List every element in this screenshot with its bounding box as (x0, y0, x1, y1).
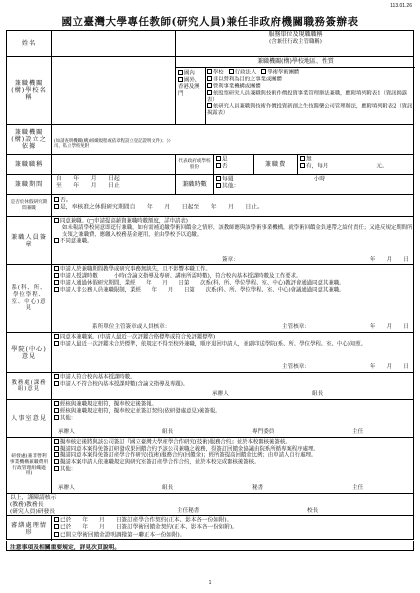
checkbox[interactable] (229, 69, 234, 74)
region-cell (176, 68, 206, 124)
college-date: 年 月 日 (369, 364, 409, 370)
fee-options (297, 155, 415, 174)
checkbox[interactable] (54, 381, 59, 386)
processing-opt-label: 已於 年 月 日簽訂產學合作契約(正本、影本各一份如附)。 (60, 517, 233, 524)
checkbox[interactable] (216, 176, 221, 181)
applicant-label: 兼職人員簽章 (11, 233, 47, 248)
hours-label: 兼職時數 (175, 175, 213, 194)
consent-yes-label: 同意兼職。(□申請提高薪資兼職時數額度，詳申請表) (60, 218, 188, 225)
dept-head-sign[interactable]: 主管核章： (282, 324, 310, 330)
personnel-opt-label: 經核與兼職規定相符，擬奉校定並簽訂契約(依研發處意見)後簽報。 (60, 408, 221, 415)
personnel-staff[interactable]: 承辦人 (58, 429, 75, 435)
checkbox[interactable] (207, 103, 212, 108)
type-label: 學術學術團體 (267, 69, 300, 76)
checkbox[interactable] (300, 163, 305, 168)
applicant-cell (51, 217, 415, 264)
submit-label: 以上，謹陳請核示 (10, 495, 57, 501)
basis-label: 兼職機關(構)設立之依據 (11, 129, 47, 150)
weekly-label: 每週 (222, 176, 234, 183)
sabbatical-yes-label: 是，奉核准之休假研究期間自 年 月 日起至 年 月 日止。 (60, 204, 263, 211)
fee-has-label: 有，每月 (306, 163, 329, 170)
row-academic (7, 372, 413, 399)
checkbox[interactable] (178, 77, 183, 82)
rnd-label-cell (7, 438, 51, 493)
rnd-opt[interactable] (54, 452, 413, 459)
period-label: 兼職期間 (14, 181, 44, 188)
rnd-cell (51, 438, 415, 493)
submit-president[interactable]: 校長 (307, 508, 319, 514)
fee-none-label: 無 (306, 156, 312, 163)
region-foreign-label: 國外、香港及澳門 (178, 77, 201, 97)
row-basis (7, 124, 413, 154)
rnd-opt[interactable] (54, 466, 413, 473)
academic-opt[interactable] (54, 381, 413, 388)
academic-head[interactable]: 組長 (312, 391, 324, 397)
processing-opt-label: 已於 年 月 日簽訂學術回饋金契約(正本、影本各一份如附)。 (60, 524, 238, 531)
basis-hint[interactable]: (如請查明機關(構)組織規程或依章程設立登記證明文件)；公司、私立學校免附 (51, 125, 175, 154)
sabbatical-no-label: 否。 (60, 197, 72, 204)
row-college (7, 332, 413, 372)
region-domestic-label: 國內 (184, 70, 195, 77)
org-value[interactable] (51, 57, 175, 124)
processing-label: 審繕處理情形 (11, 521, 47, 536)
checkbox[interactable] (54, 218, 59, 223)
unit-label: 服務單位及現職職稱 (268, 31, 323, 38)
personnel-opt[interactable] (54, 415, 413, 422)
academic-cell (51, 373, 415, 399)
applicant-sign[interactable]: 簽章： (222, 257, 239, 263)
row-submit (7, 493, 413, 515)
academic-opt-label: 申請人不符合校內基本授課時數(含論文指導及專題)。 (60, 381, 189, 388)
checkbox[interactable] (54, 517, 59, 522)
sabbatical-no[interactable] (54, 197, 413, 204)
row-personnel (7, 399, 413, 437)
checkbox[interactable] (207, 90, 212, 95)
region-foreign[interactable] (178, 77, 203, 97)
checkbox[interactable] (54, 439, 59, 444)
hours-weekly[interactable] (216, 176, 413, 183)
row-department (7, 264, 413, 332)
consent-no-label: 不同意兼職。 (60, 238, 93, 245)
type-option[interactable] (207, 76, 414, 83)
personnel-opt[interactable] (54, 408, 413, 415)
rnd-opt-label: 擬請同意本案得免簽訂研發成果回饋合約予該公司兼職之義務，得簽訂回饋金協議由院系所循專案程序處理。 (60, 446, 319, 453)
processing-opt[interactable] (54, 517, 413, 524)
sabbatical-label: 是否於休假研究期間兼職 (10, 200, 48, 211)
type-label: 依研究人員兼職與技術作價投資新創之生技醫藥公司管理辦法，應附填列附表2（資訊揭露表） (207, 103, 413, 116)
type-label: 非以營利為目的之事業或團體 (213, 76, 282, 83)
rep-label: 代表政府或學校股份 (175, 155, 213, 174)
sabbatical-options (51, 195, 415, 216)
checkbox[interactable] (54, 273, 59, 278)
checkbox[interactable] (54, 280, 59, 285)
org-type-cell (175, 57, 415, 124)
rep-yes-label: 是 (222, 156, 228, 163)
personnel-opt[interactable] (54, 401, 413, 408)
college-sign[interactable]: 主管核章： (282, 364, 310, 370)
type-label: 依股票研究人員兼職與技術作價投資事業管理辦法兼職，應附填列附表1（資訊揭露表） (207, 90, 408, 103)
checkbox[interactable] (54, 197, 59, 202)
fee-none[interactable] (300, 156, 413, 163)
row-applicant (7, 216, 413, 264)
college-opt-label: 同意本兼職案。(申請人最近一次評鑑合格標準或符合免評鑑標準) (60, 334, 216, 341)
hours-unit: 小時 (313, 176, 326, 183)
processing-opt-label: 已開立學術回饋金證明調撥第一聯正本一份如附)。 (60, 532, 186, 539)
row-org (7, 56, 413, 124)
checkbox[interactable] (54, 401, 59, 406)
row-sabbatical (7, 194, 413, 216)
college-label: 學院(中心)意見 (11, 345, 47, 360)
personnel-opt-label: 經核與兼職規定相符，擬奉校定後簽報。 (60, 401, 158, 408)
type-label: 學校 (213, 69, 224, 76)
rep-no-label: 否 (222, 163, 228, 170)
dept-opt[interactable] (54, 273, 413, 280)
row-title (7, 154, 413, 174)
academic-label: 教務處(課務組)意見 (11, 379, 47, 392)
checkbox[interactable] (54, 452, 59, 457)
rnd-opt-label: 擬奉核定後將與該公司簽訂『國立臺灣大學產學合作研究(技術)服務合約』並於本校審核後簽核。 (60, 439, 291, 446)
consent-no[interactable] (54, 238, 413, 245)
dept-opt-label: 申請人授課時數 小時(含論文指導及專研、講座所需時數)，符合校內基本授課時數及工作要求。 (60, 273, 302, 280)
hours-other[interactable] (216, 183, 413, 190)
rep-yes[interactable] (216, 156, 251, 163)
department-cell (51, 265, 415, 332)
personnel-director[interactable]: 主任 (352, 429, 364, 435)
rnd-head[interactable]: 組長 (162, 485, 174, 491)
form-table (6, 30, 414, 540)
checkbox[interactable] (54, 532, 59, 537)
checkbox[interactable] (54, 341, 59, 346)
processing-cell (51, 516, 415, 541)
academic-opt-label: 申請人符合校內基本授課時數。 (60, 374, 136, 381)
rnd-director[interactable]: 主任 (352, 485, 364, 491)
rnd-secretary[interactable]: 秘書 (252, 485, 264, 491)
type-label: 營利事業機構或團體 (213, 83, 261, 90)
processing-opt[interactable] (54, 532, 413, 539)
rep-options (213, 155, 253, 174)
fee-has[interactable] (300, 163, 413, 170)
checkbox[interactable] (178, 70, 183, 75)
org-type-label: 兼職機關(構)學校地區、性質 (176, 57, 415, 68)
rnd-opt[interactable] (54, 446, 413, 453)
type-option[interactable] (207, 83, 414, 90)
checkbox[interactable] (54, 334, 59, 339)
dept-sign[interactable]: 系所單位主管簽章或人員核章： (92, 324, 171, 330)
college-opt[interactable] (54, 334, 413, 341)
checkbox[interactable] (300, 156, 305, 161)
period-value[interactable] (51, 175, 175, 194)
org-label: 兼職機關(構)學校名稱 (11, 80, 47, 101)
rnd-label: 研發處(兼非營利事業機構兼職費用行政管理組織適用) (9, 453, 49, 477)
rnd-opt-label: 擬請本案申請人依兼職規定與研究室簽訂產學合作合約，並於本校完成審核後簽核。 (60, 459, 260, 466)
personnel-head[interactable]: 組長 (162, 429, 174, 435)
processing-opt[interactable] (54, 524, 413, 531)
dept-opt-label: 申請人通過休假研究期間，業經 年 月 日第 次系(科、所、學位學程、室、中心)教評會通過同意其兼職。 (60, 280, 345, 287)
personnel-label: 人事室意見 (11, 415, 47, 422)
checkbox[interactable] (54, 204, 59, 209)
type-option[interactable] (207, 90, 414, 103)
type-options (207, 69, 414, 116)
submit-secretary[interactable]: 主任秘書 (177, 508, 200, 514)
consent-text: 如未報請學校同意即逕行兼職，如有需補追繳學術回饋金之情形，該教師應與該學術事業機構，就學術回饋金負連帶之給付責任；又違反規定期間所支領之兼職費，應繳入校務基金運用，並由學校予以追繳。 (62, 225, 413, 238)
applicant-date: 年 月 日 (369, 257, 409, 263)
dept-opt[interactable] (54, 280, 413, 287)
row-name (7, 31, 413, 56)
page-number: 1 (208, 580, 212, 586)
academic-opt[interactable] (54, 374, 413, 381)
checkbox[interactable] (216, 163, 221, 168)
college-opt[interactable] (54, 341, 413, 348)
checkbox[interactable] (207, 83, 212, 88)
row-processing (7, 515, 413, 541)
unit-note: (含兼任行政主管職稱) (269, 38, 322, 45)
dept-opt-label: 申請人於兼職期間教學或研究事務無缺失，且不影響本職工作。 (60, 266, 211, 273)
college-cell (51, 333, 415, 372)
checkbox[interactable] (54, 266, 59, 271)
submit-dean[interactable]: (教務)教務長 (10, 501, 44, 508)
department-label: 系(科、所、學位學程、室、中心)意見 (11, 285, 47, 312)
dept-opt[interactable] (54, 287, 413, 294)
checkbox[interactable] (54, 408, 59, 413)
fee-label: 兼職費 (253, 155, 297, 174)
rnd-opt-label: 擬請同意本案得免簽訂產學合作研究(技術)服務合約(回饋金)；經所簽提高回饋金比例；由申請人自行處理。 (60, 452, 317, 459)
checkbox[interactable] (216, 156, 221, 161)
hours-options (213, 175, 415, 194)
row-rnd (7, 437, 413, 493)
checkbox[interactable] (54, 287, 59, 292)
personnel-specialist[interactable]: 專門委員 (252, 429, 275, 435)
job-title-label: 兼職職稱 (14, 161, 44, 168)
dept-opt-label: 申請人非公務人員兼職限制，業經 年 月 日第 次系(科、所、學位學程、室、中心)會議通過同意其兼職。 (60, 287, 345, 294)
checkbox[interactable] (261, 69, 266, 74)
type-label: 行政法人 (234, 69, 257, 76)
dept-opt[interactable] (54, 266, 413, 273)
period-from: 自 年 月 日起 (56, 176, 120, 182)
checkbox[interactable] (54, 238, 59, 243)
name-label: 姓名 (21, 40, 37, 47)
fee-unit: 元。 (376, 163, 388, 170)
personnel-cell (51, 400, 415, 437)
other-label: 其他： (222, 183, 240, 190)
job-title-value[interactable] (51, 155, 175, 174)
rnd-opt[interactable] (54, 459, 413, 466)
personnel-opt-label: 其他： (60, 415, 77, 422)
form-title: 國立臺灣大學專任教師(研究人員)兼任非政府機關職務簽辦表 (61, 16, 359, 28)
footer-note: 注意事項及相關重要規定，詳見次頁說明。 (6, 541, 414, 551)
row-period (7, 174, 413, 194)
checkbox[interactable] (54, 415, 59, 420)
rep-no[interactable] (216, 163, 251, 170)
type-option[interactable] (207, 69, 414, 76)
checkbox[interactable] (54, 374, 59, 379)
region-domestic[interactable] (178, 70, 203, 77)
checkbox[interactable] (207, 69, 212, 74)
checkbox[interactable] (216, 183, 221, 188)
checkbox[interactable] (207, 76, 212, 81)
checkbox[interactable] (54, 524, 59, 529)
rnd-opt[interactable] (54, 439, 413, 446)
submit-rnd-dean[interactable]: (研究人員)研發長 (10, 508, 56, 515)
college-opt-label: 申請人最近一次評鑑未合於標準，依規定不得至校外兼職，順序退回申請人，並副印送學院(系、所、學位學程、室、中心)知照。 (60, 341, 367, 348)
sabbatical-yes[interactable] (54, 204, 413, 211)
rnd-opt-label: 其他： (60, 466, 77, 473)
type-option[interactable] (207, 103, 414, 116)
name-value[interactable] (51, 31, 175, 56)
rnd-staff[interactable]: 承辦人 (58, 485, 75, 491)
submit-cell (7, 494, 415, 515)
checkbox[interactable] (54, 459, 59, 464)
checkbox[interactable] (54, 466, 59, 471)
checkbox[interactable] (54, 446, 59, 451)
unit-cell (175, 31, 415, 56)
period-to: 至 年 月 日止 (56, 182, 120, 189)
dept-date: 年 月 日 (369, 324, 409, 330)
academic-staff[interactable]: 承辦人 (212, 391, 229, 397)
doc-code: 113.01.26 (390, 3, 412, 9)
